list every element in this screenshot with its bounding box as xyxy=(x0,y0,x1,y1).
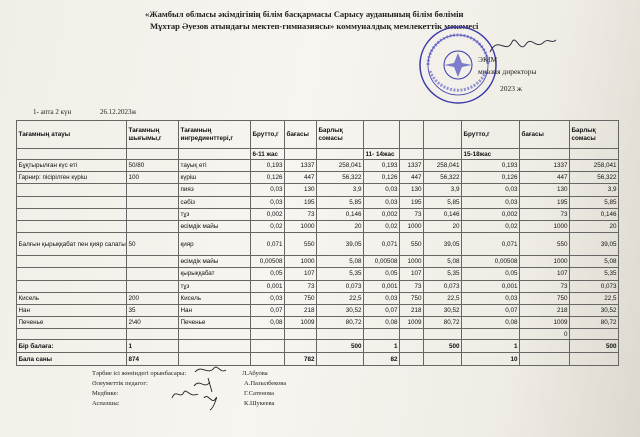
table-row xyxy=(17,292,619,304)
table-cell: 107 xyxy=(285,268,317,280)
table-cell: 500 xyxy=(570,340,619,353)
table-cell: өсімдік майы xyxy=(179,256,251,268)
table-cell: 50/80 xyxy=(127,160,179,172)
table-cell: 500 xyxy=(424,340,462,353)
table-cell: 50 xyxy=(127,233,179,256)
table-cell: 0,05 xyxy=(462,268,520,280)
table-cell: 20 xyxy=(570,220,619,232)
table-cell: 750 xyxy=(520,292,570,304)
table-cell xyxy=(17,184,127,196)
table-cell xyxy=(520,353,570,366)
table-cell: 0,07 xyxy=(462,304,520,316)
table-cell: 0,05 xyxy=(364,268,400,280)
org-header-line-2: Мұхтар Әуезов атындағы мектеп-гимназиясы» коммуналдық мемлекеттік мекемесі xyxy=(150,21,479,31)
table-cell xyxy=(570,353,619,366)
table-cell: 500 xyxy=(317,340,364,353)
table-cell: 0,00508 xyxy=(364,256,400,268)
table-cell xyxy=(570,329,619,340)
table-cell: Брутто,г xyxy=(462,121,520,149)
table-cell xyxy=(520,340,570,353)
table-cell: қияр xyxy=(179,233,251,256)
table-cell: 0,002 xyxy=(251,208,285,220)
table-row xyxy=(17,160,619,172)
table-cell: 0,08 xyxy=(251,317,285,329)
table-cell: 447 xyxy=(285,172,317,184)
table-cell: 130 xyxy=(400,184,424,196)
table-cell xyxy=(400,340,424,353)
approval-date: 2023 ж xyxy=(500,84,523,93)
menu-table xyxy=(16,120,619,366)
table-cell: 0,071 xyxy=(364,233,400,256)
table-cell: 0,02 xyxy=(364,220,400,232)
table-cell: тұз xyxy=(179,208,251,220)
table-cell: 0,193 xyxy=(364,160,400,172)
table-cell: тауық еті xyxy=(179,160,251,172)
table-cell: 30,52 xyxy=(317,304,364,316)
table-cell: 0,002 xyxy=(462,208,520,220)
table-cell: 107 xyxy=(400,268,424,280)
table-cell xyxy=(17,149,127,160)
table-cell: Тағамның ингредиенттері,г xyxy=(179,121,251,149)
table-cell: 218 xyxy=(400,304,424,316)
table-cell: 130 xyxy=(285,184,317,196)
table-cell: 0,071 xyxy=(251,233,285,256)
table-cell: 20 xyxy=(317,220,364,232)
table-cell: 80,72 xyxy=(317,317,364,329)
table-cell: 3,9 xyxy=(317,184,364,196)
table-cell: сәбіз xyxy=(179,196,251,208)
table-cell: 56,322 xyxy=(570,172,619,184)
table-cell xyxy=(17,220,127,232)
table-cell: 0,001 xyxy=(462,280,520,292)
table-cell xyxy=(17,329,127,340)
table-cell xyxy=(424,121,462,149)
director-signature-icon xyxy=(488,30,558,60)
footer-name-3: Г.Сатенова xyxy=(244,390,275,397)
table-cell: 0,071 xyxy=(462,233,520,256)
table-cell: 1 xyxy=(127,340,179,353)
table-cell xyxy=(285,340,317,353)
table-cell: 22,5 xyxy=(570,292,619,304)
table-cell: 20 xyxy=(424,220,462,232)
table-cell: 874 xyxy=(127,353,179,366)
table-cell: 0,146 xyxy=(570,208,619,220)
table-cell: 0,02 xyxy=(251,220,285,232)
table-cell: 11- 14жас xyxy=(364,149,400,160)
table-cell: Тағамның атауы xyxy=(17,121,127,149)
table-cell xyxy=(127,280,179,292)
table-row xyxy=(17,172,619,184)
nurse-signature-icon xyxy=(170,384,200,404)
table-cell: күріш xyxy=(179,172,251,184)
table-cell: 107 xyxy=(520,268,570,280)
table-cell: 39,05 xyxy=(317,233,364,256)
table-cell: 0,073 xyxy=(317,280,364,292)
approval-position: мназия директоры xyxy=(478,67,537,76)
table-cell: 5,08 xyxy=(570,256,619,268)
table-cell: 1 xyxy=(364,340,400,353)
table-cell: 15-18жас xyxy=(462,149,520,160)
table-cell xyxy=(570,149,619,160)
table-cell: 1000 xyxy=(285,220,317,232)
table-cell: өсімдік майы xyxy=(179,220,251,232)
table-header-row xyxy=(17,121,619,149)
table-cell: Балғын қырыққабат пен қияр салаты xyxy=(17,233,127,256)
table-cell: 73 xyxy=(285,208,317,220)
table-cell: Бұқтырылған күс еті xyxy=(17,160,127,172)
footer-label-1: Тәрбие ісі жөніндегі орынбасары: xyxy=(92,370,187,377)
table-spacer-row xyxy=(17,329,619,340)
table-cell: 0,03 xyxy=(364,292,400,304)
table-cell: 550 xyxy=(400,233,424,256)
table-cell: 0,03 xyxy=(251,292,285,304)
table-cell: Барлық сомасы xyxy=(570,121,619,149)
table-cell xyxy=(424,353,462,366)
table-cell: 73 xyxy=(520,208,570,220)
footer-label-2: Әлеуметтік педагог: xyxy=(92,380,148,387)
table-cell xyxy=(127,208,179,220)
table-cell xyxy=(127,329,179,340)
table-cell: 0,08 xyxy=(364,317,400,329)
table-cell: 1009 xyxy=(400,317,424,329)
table-cell: 130 xyxy=(520,184,570,196)
table-cell xyxy=(17,196,127,208)
table-total-row xyxy=(17,353,619,366)
table-cell xyxy=(317,149,364,160)
table-cell: 1000 xyxy=(400,256,424,268)
footer-name-2: А.Пазылбекова xyxy=(244,380,287,387)
table-cell: бағасы xyxy=(285,121,317,149)
table-cell xyxy=(251,353,285,366)
table-row xyxy=(17,184,619,196)
footer-name-4: К.Шукеева xyxy=(244,400,275,407)
table-cell: қырыққабат xyxy=(179,268,251,280)
table-cell: 73 xyxy=(400,208,424,220)
table-cell xyxy=(400,121,424,149)
table-cell: 0,00508 xyxy=(462,256,520,268)
table-cell: бағасы xyxy=(520,121,570,149)
table-cell: 82 xyxy=(364,353,400,366)
table-cell: Печенье xyxy=(17,317,127,329)
table-cell: Барлық сомасы xyxy=(317,121,364,149)
table-cell xyxy=(17,268,127,280)
table-cell: 447 xyxy=(520,172,570,184)
table-cell: Кисель xyxy=(17,292,127,304)
table-cell: 56,322 xyxy=(424,172,462,184)
table-cell: 5,35 xyxy=(570,268,619,280)
table-cell: 22,5 xyxy=(424,292,462,304)
table-cell: 1009 xyxy=(520,317,570,329)
table-cell: 258,041 xyxy=(570,160,619,172)
table-row xyxy=(17,280,619,292)
table-cell xyxy=(364,121,400,149)
table-cell: 1000 xyxy=(285,256,317,268)
table-cell: 195 xyxy=(400,196,424,208)
table-cell xyxy=(127,184,179,196)
approval-title: ЭКІМ xyxy=(478,55,498,64)
table-cell: 0,073 xyxy=(424,280,462,292)
table-cell: 0,08 xyxy=(462,317,520,329)
table-cell: 100 xyxy=(127,172,179,184)
table-cell: 2\40 xyxy=(127,317,179,329)
table-cell: 0,03 xyxy=(462,196,520,208)
table-cell xyxy=(317,329,364,340)
table-cell: 39,05 xyxy=(424,233,462,256)
table-cell: Бір балаға: xyxy=(17,340,127,353)
menu-date: 26.12.2023ж xyxy=(100,108,137,116)
table-cell: 6-11 жас xyxy=(251,149,285,160)
table-cell: 218 xyxy=(520,304,570,316)
table-cell: 0,073 xyxy=(570,280,619,292)
table-cell: 750 xyxy=(285,292,317,304)
table-row xyxy=(17,196,619,208)
table-cell: 447 xyxy=(400,172,424,184)
table-cell: 258,041 xyxy=(424,160,462,172)
table-cell xyxy=(17,208,127,220)
footer-name-1: Л.Абуова xyxy=(242,370,268,377)
table-cell: 80,72 xyxy=(424,317,462,329)
org-header-line-1: «Жамбыл облысы әкімдігінің білім басқармасы Сарысу ауданының білім бөлімін xyxy=(145,9,464,19)
table-cell xyxy=(127,268,179,280)
table-cell: 73 xyxy=(520,280,570,292)
table-cell: 5,85 xyxy=(317,196,364,208)
table-cell: 782 xyxy=(285,353,317,366)
table-cell: 550 xyxy=(285,233,317,256)
table-cell: Бала саны xyxy=(17,353,127,366)
table-cell: 218 xyxy=(285,304,317,316)
table-cell: 0,146 xyxy=(424,208,462,220)
table-cell xyxy=(179,329,251,340)
table-cell: 1000 xyxy=(400,220,424,232)
table-cell: 1337 xyxy=(400,160,424,172)
table-cell: 0,126 xyxy=(462,172,520,184)
table-cell: 750 xyxy=(400,292,424,304)
table-cell: 0,03 xyxy=(462,184,520,196)
table-cell xyxy=(400,353,424,366)
table-row xyxy=(17,317,619,329)
table-cell xyxy=(364,329,400,340)
table-cell: пияз xyxy=(179,184,251,196)
table-cell: 56,322 xyxy=(317,172,364,184)
table-cell: 3,9 xyxy=(424,184,462,196)
table-cell: Брутто,г xyxy=(251,121,285,149)
table-row xyxy=(17,304,619,316)
table-cell: 1 xyxy=(462,340,520,353)
table-cell xyxy=(285,149,317,160)
table-cell: Печенье xyxy=(179,317,251,329)
table-cell: 10 xyxy=(462,353,520,366)
footer-label-3: Медбике: xyxy=(92,390,119,397)
table-cell: 35 xyxy=(127,304,179,316)
table-cell: 5,08 xyxy=(317,256,364,268)
table-cell: 1000 xyxy=(520,256,570,268)
table-cell xyxy=(127,256,179,268)
table-cell xyxy=(179,340,251,353)
table-cell: 0,03 xyxy=(364,196,400,208)
table-cell: Гарнир: пісірілген күріш xyxy=(17,172,127,184)
table-cell: 30,52 xyxy=(570,304,619,316)
table-cell xyxy=(400,329,424,340)
table-cell xyxy=(424,329,462,340)
official-seal-icon xyxy=(418,25,498,105)
table-cell: 5,85 xyxy=(424,196,462,208)
table-cell xyxy=(285,329,317,340)
table-cell: 80,72 xyxy=(570,317,619,329)
table-cell: 550 xyxy=(520,233,570,256)
table-cell: Нан xyxy=(17,304,127,316)
table-cell: 1009 xyxy=(285,317,317,329)
table-cell xyxy=(400,149,424,160)
table-cell xyxy=(127,220,179,232)
table-cell xyxy=(317,353,364,366)
table-cell xyxy=(17,256,127,268)
table-cell: 5,35 xyxy=(317,268,364,280)
table-cell xyxy=(462,329,520,340)
table-cell xyxy=(251,329,285,340)
table-cell: 0,03 xyxy=(364,184,400,196)
table-cell: 3,9 xyxy=(570,184,619,196)
table-cell: 200 xyxy=(127,292,179,304)
table-cell xyxy=(179,149,251,160)
table-cell xyxy=(17,280,127,292)
table-cell: Тағамның шығымы,г xyxy=(127,121,179,149)
table-row xyxy=(17,233,619,256)
table-row xyxy=(17,268,619,280)
table-row xyxy=(17,208,619,220)
table-cell: 22,5 xyxy=(317,292,364,304)
table-cell: 30,52 xyxy=(424,304,462,316)
table-cell: 1337 xyxy=(285,160,317,172)
table-cell: 0,07 xyxy=(364,304,400,316)
table-cell: 0,001 xyxy=(364,280,400,292)
table-cell xyxy=(520,149,570,160)
table-cell xyxy=(424,149,462,160)
table-row xyxy=(17,220,619,232)
table-cell: 5,35 xyxy=(424,268,462,280)
table-cell: 0,07 xyxy=(251,304,285,316)
table-cell: 0,03 xyxy=(251,184,285,196)
table-cell xyxy=(251,340,285,353)
table-cell: Нан xyxy=(179,304,251,316)
table-cell: 0,00508 xyxy=(251,256,285,268)
table-cell: 258,041 xyxy=(317,160,364,172)
table-total-row xyxy=(17,340,619,353)
table-cell: 0,001 xyxy=(251,280,285,292)
table-cell: 0,126 xyxy=(251,172,285,184)
table-cell: 0,05 xyxy=(251,268,285,280)
table-cell: 1337 xyxy=(520,160,570,172)
table-cell: 0,126 xyxy=(364,172,400,184)
table-cell: 73 xyxy=(285,280,317,292)
table-cell: 5,85 xyxy=(570,196,619,208)
table-cell: 195 xyxy=(285,196,317,208)
table-cell: 0,02 xyxy=(462,220,520,232)
table-cell: 5,08 xyxy=(424,256,462,268)
table-cell: 39,05 xyxy=(570,233,619,256)
table-cell: 73 xyxy=(400,280,424,292)
table-cell: 0,193 xyxy=(251,160,285,172)
week-day-label: 1- апта 2 күн xyxy=(33,108,72,116)
table-cell: 0 xyxy=(520,329,570,340)
table-age-group-row xyxy=(17,149,619,160)
table-cell: 0,03 xyxy=(462,292,520,304)
table-cell xyxy=(127,196,179,208)
table-cell xyxy=(127,149,179,160)
table-cell: 0,002 xyxy=(364,208,400,220)
table-cell: тұз xyxy=(179,280,251,292)
table-cell: 0,146 xyxy=(317,208,364,220)
table-cell: 0,03 xyxy=(251,196,285,208)
table-cell: 1000 xyxy=(520,220,570,232)
footer-label-4: Аспазшы: xyxy=(92,400,120,407)
table-row xyxy=(17,256,619,268)
table-cell: Кисель xyxy=(179,292,251,304)
table-cell: 195 xyxy=(520,196,570,208)
table-cell: 0,193 xyxy=(462,160,520,172)
